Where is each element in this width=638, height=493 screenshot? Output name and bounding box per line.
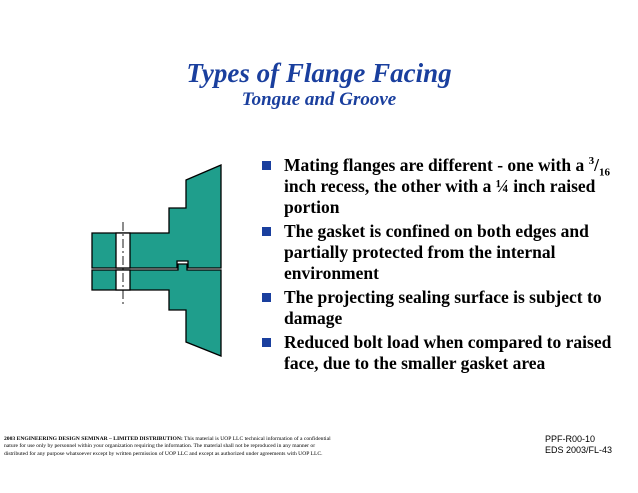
fraction-slash: / — [594, 155, 599, 175]
footer-line: distributed for any purpose whatsoever except by written permission of UOP LLC and except as authorized under agreements with UOP LLC. — [4, 450, 323, 457]
document-code-line: EDS 2003/FL-43 — [544, 445, 612, 455]
bullet-item — [262, 155, 622, 218]
bullet-item — [262, 332, 622, 374]
square-bullet-icon — [262, 293, 271, 302]
bullet-item — [262, 221, 622, 284]
upper-flange-shape — [92, 165, 221, 268]
bullet-text-part: Mating flanges are different - one with a — [284, 155, 589, 175]
bullet-text: The projecting sealing surface is subject to damage — [284, 287, 602, 328]
footer-bold-lead: 2003 ENGINEERING DESIGN SEMINAR – LIMITED DISTRIBUTION: — [4, 436, 183, 442]
lower-flange-shape — [92, 264, 221, 356]
fraction-numerator: 3 — [588, 155, 595, 168]
square-bullet-icon — [262, 338, 271, 347]
square-bullet-icon — [262, 161, 271, 170]
flange-diagram — [80, 160, 280, 360]
bullet-text: The gasket is confined on both edges and partially protected from the internal environment — [284, 221, 589, 283]
slide-subtitle: Tongue and Groove — [241, 89, 397, 110]
fraction-denominator: 16 — [598, 166, 610, 179]
confidentiality-footer — [4, 436, 384, 458]
document-code-line: PPF-R00-10 — [544, 434, 595, 444]
document-codes — [545, 434, 612, 456]
square-bullet-icon — [262, 227, 271, 236]
bullet-item — [262, 287, 622, 329]
bullet-list — [262, 155, 622, 377]
footer-line-text: This material is UOP LLC technical information of a confidential — [182, 436, 331, 442]
footer-line: nature for use only by personnel within your organization requiring the information. The material shall not be reproduced in any manner or — [4, 443, 316, 450]
slide-title: Types of Flange Facing — [186, 58, 452, 88]
bullet-text-part: inch recess, the other with a ¼ inch raised portion — [284, 176, 596, 217]
bullet-text: Reduced bolt load when compared to raised face, due to the smaller gasket area — [284, 332, 612, 373]
